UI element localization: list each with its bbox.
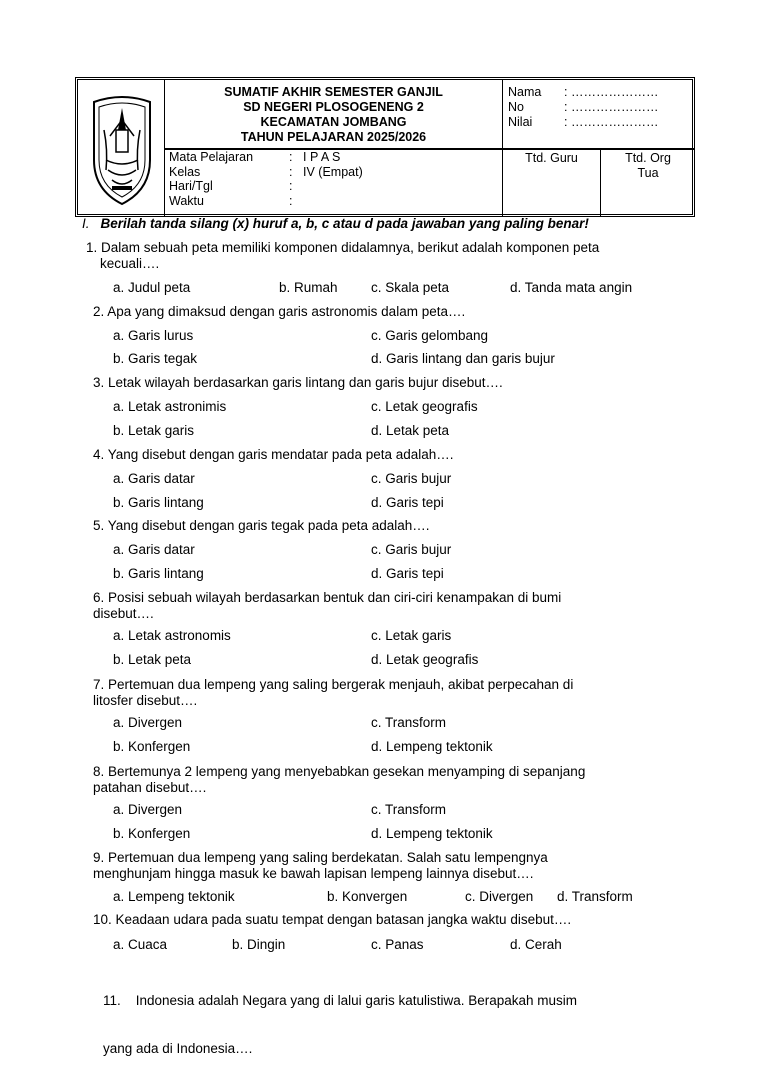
date-label: Hari/Tgl [169,179,213,193]
option-a[interactable]: a. Cuaca [113,937,168,952]
name-field[interactable]: : ………………… [564,85,659,99]
option-c[interactable]: c. Divergen [465,889,534,904]
question-text: patahan disebut…. [93,780,207,795]
option-c[interactable]: c. Skala peta [371,280,450,295]
option-d[interactable]: d. Garis tepi [371,495,444,510]
option-a[interactable]: a. Judul peta [113,280,191,295]
question-text: menghunjam hingga masuk ke bawah lapisan lempeng lainnya disebut…. [93,866,534,881]
score-field[interactable]: : ………………… [564,115,659,129]
class-value: IV (Empat) [303,164,363,179]
title-line: KECAMATAN JOMBANG [260,115,407,129]
option-a[interactable]: a. Divergen [113,802,183,817]
option-c[interactable]: c. Garis bujur [371,471,452,486]
exam-title [165,85,502,145]
subject-label: Mata Pelajaran [169,150,254,164]
question-2 [93,304,465,320]
question-9 [93,850,548,882]
option-c[interactable]: c. Letak garis [371,628,452,643]
question-text: disebut…. [93,606,154,621]
instruction-text: Berilah tanda silang (x) huruf a, b, c atau d pada jawaban yang paling benar! [100,216,589,231]
option-b[interactable]: b. Letak peta [113,652,192,667]
colon: : [289,150,293,164]
option-c[interactable]: c. Letak geografis [371,399,478,414]
title-line: TAHUN PELAJARAN 2025/2026 [240,130,427,144]
score-label: Nilai [508,115,533,129]
question-text: 11. Indonesia adalah Negara yang di lalui garis katulistiwa. Berapakah musim [103,993,578,1008]
option-b[interactable]: b. Letak garis [113,423,195,438]
title-line: SUMATIF AKHIR SEMESTER GANJIL [224,85,443,99]
option-d[interactable]: d. Garis tepi [371,566,444,581]
class-row [169,165,363,180]
question-6 [93,590,561,622]
question-text: 7. Pertemuan dua lempeng yang saling bergerak menjauh, akibat perpecahan di [93,677,574,692]
option-c[interactable]: c. Garis bujur [371,542,452,557]
number-field[interactable]: : ………………… [564,100,659,114]
option-b[interactable]: b. Garis tegak [113,351,198,366]
parent-signature-label [601,151,695,180]
option-d[interactable]: d. Cerah [510,937,562,952]
question-text: 3. Letak wilayah berdasarkan garis lintang dan garis bujur disebut…. [93,375,503,390]
option-b[interactable]: b. Konvergen [327,889,408,904]
option-b[interactable]: b. Konfergen [113,739,191,754]
divider [502,80,503,149]
option-b[interactable]: b. Rumah [279,280,338,295]
question-5 [93,518,430,534]
option-c[interactable]: c. Transform [371,715,447,730]
option-c[interactable]: c. Panas [371,937,424,952]
exam-header-table [75,77,695,217]
option-a[interactable]: a. Lempeng tektonik [113,889,235,904]
number-label: No [508,100,524,114]
question-text: 9. Pertemuan dua lempeng yang saling berdekatan. Salah satu lempengnya [93,850,548,865]
score-row [508,115,658,130]
option-a[interactable]: a. Garis datar [113,471,195,486]
option-c[interactable]: c. Garis gelombang [371,328,489,343]
student-identity [508,85,658,130]
question-text: 10. Keadaan udara pada suatu tempat dengan batasan jangka waktu disebut…. [93,912,572,927]
option-d[interactable]: d. Garis lintang dan garis bujur [371,351,555,366]
question-text: kecuali…. [100,256,160,271]
section-number: I. [82,216,90,231]
subject-row [169,150,363,165]
name-label: Nama [508,85,542,99]
question-text: 2. Apa yang dimaksud dengan garis astronomis dalam peta…. [93,304,466,319]
number-row [508,100,658,115]
option-d[interactable]: d. Tanda mata angin [510,280,633,295]
question-text: 5. Yang disebut dengan garis tegak pada peta adalah…. [93,518,430,533]
colon: : [289,193,293,208]
question-text: yang ada di Indonesia…. [103,1041,253,1056]
option-b[interactable]: b. Dingin [232,937,286,952]
question-4 [93,447,454,463]
time-label: Waktu [169,193,204,208]
time-row [169,194,363,209]
date-row [169,179,363,194]
option-d[interactable]: d. Letak geografis [371,652,479,667]
colon: : [289,164,293,179]
option-a[interactable]: a. Divergen [113,715,183,730]
subject-info [169,150,363,208]
title-line: SD NEGERI PLOSOGENENG 2 [243,100,424,114]
option-d[interactable]: d. Transform [557,889,633,904]
option-b[interactable]: b. Konfergen [113,826,191,841]
option-a[interactable]: a. Letak astronomis [113,628,231,643]
question-1 [86,240,599,272]
question-text: 8. Bertemunya 2 lempeng yang menyebabkan gesekan menyamping di sepanjang [93,764,586,779]
question-3 [93,375,503,391]
option-d[interactable]: d. Lempeng tektonik [371,826,493,841]
option-a[interactable]: a. Garis datar [113,542,195,557]
question-10 [93,912,571,928]
option-a[interactable]: a. Garis lurus [113,328,194,343]
name-row [508,85,658,100]
subject-value: I P A S [303,150,341,164]
question-text: 6. Posisi sebuah wilayah berdasarkan bentuk dan ciri-ciri kenampakan di bumi [93,590,562,605]
teacher-signature-label: Ttd. Guru [525,151,578,165]
jombang-emblem-icon [88,90,156,208]
class-label: Kelas [169,164,201,179]
instruction [82,216,589,231]
question-text: 1. Dalam sebuah peta memiliki komponen didalamnya, berikut adalah komponen peta [86,240,600,255]
option-d[interactable]: d. Letak peta [371,423,450,438]
question-text: litosfer disebut…. [93,693,198,708]
question-7 [93,677,573,709]
option-b[interactable]: b. Garis lintang [113,566,204,581]
option-d[interactable]: d. Lempeng tektonik [371,739,493,754]
parent-signature-line: Ttd. Org [625,151,671,165]
question-text: 4. Yang disebut dengan garis mendatar pada peta adalah…. [93,447,454,462]
option-c[interactable]: c. Transform [371,802,447,817]
question-11 [103,961,577,1073]
option-a[interactable]: a. Letak astronimis [113,399,227,414]
colon: : [289,179,293,193]
parent-signature-line: Tua [637,165,659,180]
question-8 [93,764,585,796]
option-b[interactable]: b. Garis lintang [113,495,204,510]
